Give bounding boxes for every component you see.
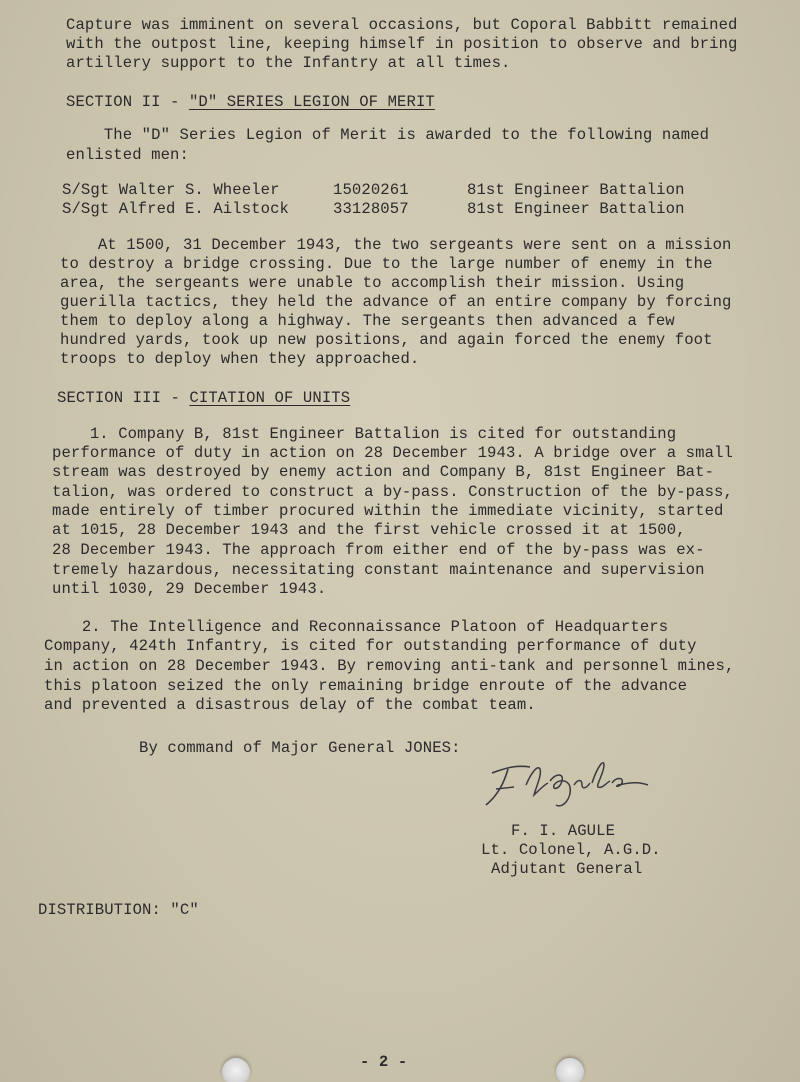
section-2-title: "D" SERIES LEGION OF MERIT [188,93,435,111]
distribution-line: DISTRIBUTION: "C" [38,901,199,919]
recipient-serial: 33128057 [333,200,409,218]
text-line: them to deploy along a highway. The sergeants then advanced a few [60,312,675,330]
text-line: 28 December 1943. The approach from either end of the by-pass was ex- [52,541,705,559]
text-line: The "D" Series Legion of Merit is awarded to the following named [66,126,710,144]
text-line: At 1500, 31 December 1943, the two sergeants were sent on a mission [60,236,732,254]
signatory-rank: Lt. Colonel, A.G.D. [481,841,661,859]
signature-image [478,755,668,815]
recipient-unit: 81st Engineer Battalion [467,200,685,218]
section-2-heading [66,93,435,112]
text-line: to destroy a bridge crossing. Due to the large number of enemy in the [60,255,713,273]
text-line: stream was destroyed by enemy action and Company B, 81st Engineer Bat- [52,463,715,481]
text-line: guerilla tactics, they held the advance of an entire company by forcing [60,293,732,311]
text-line: talion, was ordered to construct a by-pass. Construction of the by-pass, [52,483,733,501]
recipient-unit: 81st Engineer Battalion [467,181,685,199]
punch-hole [556,1058,584,1082]
text-line: made entirely of timber procured within the immediate vicinity, started [52,502,724,520]
text-line: Capture was imminent on several occasions, but Coporal Babbitt remained [66,16,738,34]
text-line: tremely hazardous, necessitating constant maintenance and supervision [52,561,705,579]
text-line: troops to deploy when they approached. [60,350,420,368]
section-2-label: SECTION II - [66,93,189,111]
recipient-name: S/Sgt Alfred E. Ailstock [62,200,289,218]
text-line: 2. The Intelligence and Reconnaissance Platoon of Headquarters [44,618,669,636]
text-line: with the outpost line, keeping himself in position to observe and bring [66,35,738,53]
text-line: artillery support to the Infantry at all times. [66,54,511,72]
punch-hole [222,1058,250,1082]
text-line: and prevented a disastrous delay of the combat team. [44,696,536,714]
section-3-heading [57,389,350,408]
command-line: By command of Major General JONES: [139,739,461,757]
text-line: until 1030, 29 December 1943. [52,580,327,598]
section-3-title: CITATION OF UNITS [189,389,351,407]
section-3-label: SECTION III - [57,389,190,407]
text-line: area, the sergeants were unable to accomplish their mission. Using [60,274,685,292]
text-line: Company, 424th Infantry, is cited for outstanding performance of duty [44,637,697,655]
signatory-title: Adjutant General [491,860,643,878]
text-line: at 1015, 28 December 1943 and the first vehicle crossed it at 1500, [52,521,686,539]
text-line: this platoon seized the only remaining bridge enroute of the advance [44,677,688,695]
text-line: hundred yards, took up new positions, and again forced the enemy foot [60,331,713,349]
recipient-serial: 15020261 [333,181,409,199]
text-line: enlisted men: [66,146,189,164]
recipient-name: S/Sgt Walter S. Wheeler [62,181,280,199]
page-number: - 2 - [360,1053,408,1071]
signatory-name: F. I. AGULE [511,822,616,840]
text-line: in action on 28 December 1943. By removing anti-tank and personnel mines, [44,657,735,675]
text-line: performance of duty in action on 28 December 1943. A bridge over a small [52,444,733,462]
text-line: 1. Company B, 81st Engineer Battalion is cited for outstanding [52,425,677,443]
